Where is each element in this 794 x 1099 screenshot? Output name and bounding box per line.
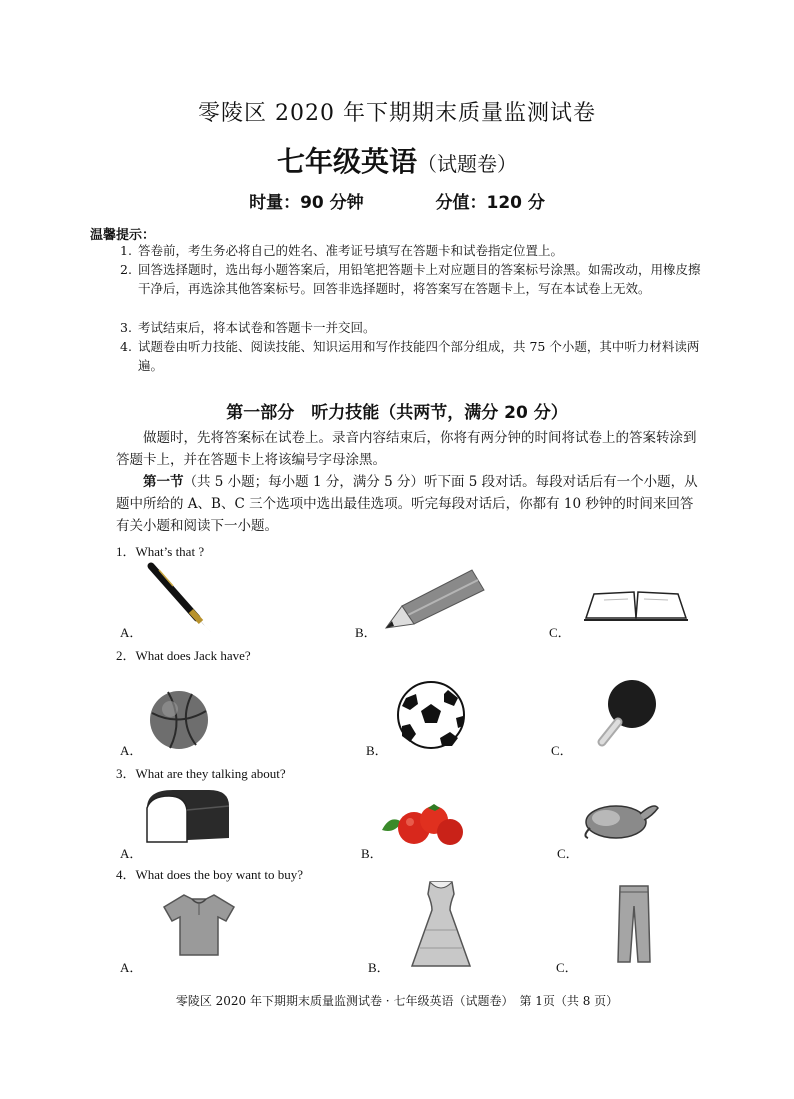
subject-title (0, 140, 794, 180)
tip-number: 4. (120, 339, 132, 354)
tip-text: 考试结束后，将本试卷和答题卡一并交回。 (138, 320, 376, 335)
option-a-label: A． (120, 846, 143, 861)
tip-text: 答卷前，考生务必将自己的姓名、准考证号填写在答题卡和试卷指定位置上。 (138, 243, 564, 258)
tip-item (120, 260, 710, 298)
tip-item (120, 241, 710, 260)
tomatoes-icon (380, 800, 470, 846)
option-a-label: A． (120, 625, 143, 640)
tip-item (120, 318, 710, 337)
tip-text: 回答选择题时，选出每小题答案后，用铅笔把答题卡上对应题目的答案标号涂黑。如需改动，用橡皮擦干净后，再选涂其他答案标号。回答非选择题时，将答案写在答题卡上，写在本试卷上无效。 (138, 262, 701, 296)
fountain-pen-icon (145, 560, 215, 635)
tip-text: 试题卷由听力技能、阅读技能、知识运用和写作技能四个部分组成，共 75 个小题，其中听力材料读两遍。 (138, 339, 700, 373)
part-text: （共 5 小题；每小题 1 分，满分 5 分）听下面 5 段对话。每段对话后有一个小题，从题中所给的 A、B、C 三个选项中选出最佳选项。听完每段对话后，你都有 10 秒钟的时间来回答有关小题和阅读下一小题。 (116, 474, 698, 534)
option-c-label: C． (556, 960, 578, 975)
exam-score: 分值：120 分 (435, 193, 545, 213)
tips-label: 温馨提示： (90, 228, 156, 243)
option-b-label: B． (366, 743, 388, 758)
question-4: 4．What does the boy want to buy? (116, 867, 304, 882)
page-footer: 零陵区 2020 年下期期末质量监测试卷 · 七年级英语（试题卷） 第 1页（共 8 页） (175, 994, 619, 1008)
exam-title: 零陵区 2020 年下期期末质量监测试卷 (198, 101, 596, 126)
trousers-icon (614, 884, 654, 964)
tip-item (120, 337, 710, 375)
pencil-icon (382, 566, 492, 634)
dress-icon (410, 880, 472, 968)
basketball-icon (148, 689, 210, 751)
open-book-icon (584, 588, 688, 624)
tip-number: 2. (120, 262, 132, 277)
exam-time: 时量：90 分钟 (249, 193, 364, 213)
question-2: 2．What does Jack have? (116, 648, 251, 663)
soccer-ball-icon (396, 680, 466, 750)
option-b-label: B． (361, 846, 383, 861)
exam-meta (0, 188, 794, 213)
option-c-label: C． (557, 846, 579, 861)
part-label: 第一节 (143, 474, 184, 490)
option-a-label: A． (120, 960, 143, 975)
tip-number: 3. (120, 320, 132, 335)
option-a-label: A． (120, 743, 143, 758)
subject-name: 七年级英语 (276, 145, 417, 178)
section-title: 第一部分 听力技能（共两节，满分 20 分） (226, 403, 568, 423)
subject-subtitle: （试题卷） (417, 152, 517, 176)
option-b-label: B． (355, 625, 377, 640)
ping-pong-paddle-icon (596, 678, 660, 748)
bread-loaf-icon (143, 786, 231, 846)
roast-chicken-icon (582, 796, 662, 840)
question-1: 1．What’s that ? (116, 544, 205, 559)
section-intro: 做题时，先将答案标在试卷上。录音内容结束后，你将有两分钟的时间将试卷上的答案转涂到答题卡上，并在答题卡上将该编号字母涂黑。 (116, 430, 697, 468)
option-c-label: C． (549, 625, 571, 640)
option-c-label: C． (551, 743, 573, 758)
question-3: 3．What are they talking about? (116, 766, 286, 781)
t-shirt-icon (162, 893, 236, 957)
option-b-label: B． (368, 960, 390, 975)
tip-number: 1. (120, 243, 132, 258)
part-instructions (116, 471, 706, 537)
